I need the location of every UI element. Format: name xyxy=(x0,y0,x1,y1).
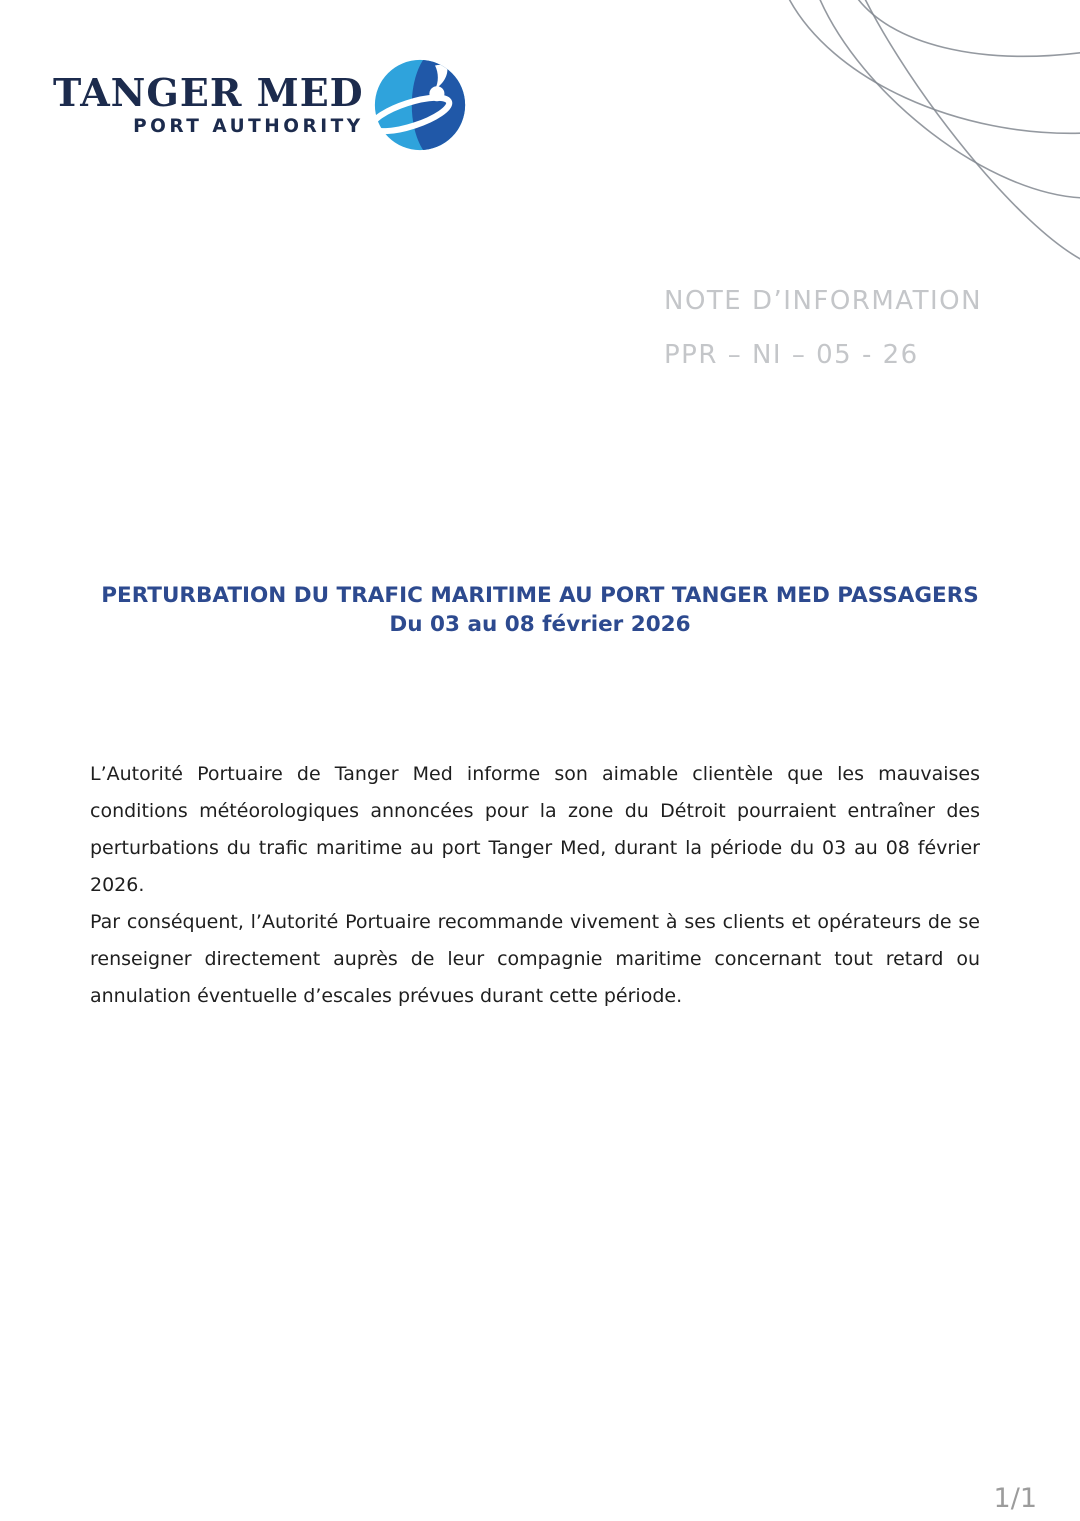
doc-reference: PPR – NI – 05 - 26 xyxy=(664,340,919,370)
logo-wordmark xyxy=(53,70,364,137)
globe-swoosh-icon xyxy=(373,58,467,152)
logo-subtitle: PORT AUTHORITY xyxy=(133,115,364,137)
document-title xyxy=(0,581,1080,639)
doc-type-label: NOTE D’INFORMATION xyxy=(664,286,983,316)
tanger-med-logo xyxy=(53,58,467,152)
page-indicator: 1/1 xyxy=(993,1483,1037,1514)
body-paragraph-2: Par conséquent, l’Autorité Portuaire recommande vivement à ses clients et opérateurs de se renseigner directement auprès de leur compagnie maritime concernant tout retard ou annulation éventuelle d’escales prévues durant cette période. xyxy=(90,911,980,1007)
logo-name: TANGER MED xyxy=(53,70,364,116)
document-body xyxy=(90,756,980,1015)
body-paragraph-1: L’Autorité Portuaire de Tanger Med informe son aimable clientèle que les mauvaises conditions météorologiques annoncées pour la zone du Détroit pourraient entraîner des perturbations du trafic maritime au port Tanger Med, durant la période du 03 au 08 février 2026. xyxy=(90,763,980,896)
decorative-curves-graphic xyxy=(760,0,1080,300)
document-meta xyxy=(664,288,982,368)
title-line-2: Du 03 au 08 février 2026 xyxy=(389,612,691,637)
title-line-1: PERTURBATION DU TRAFIC MARITIME AU PORT TANGER MED PASSAGERS xyxy=(101,583,979,608)
